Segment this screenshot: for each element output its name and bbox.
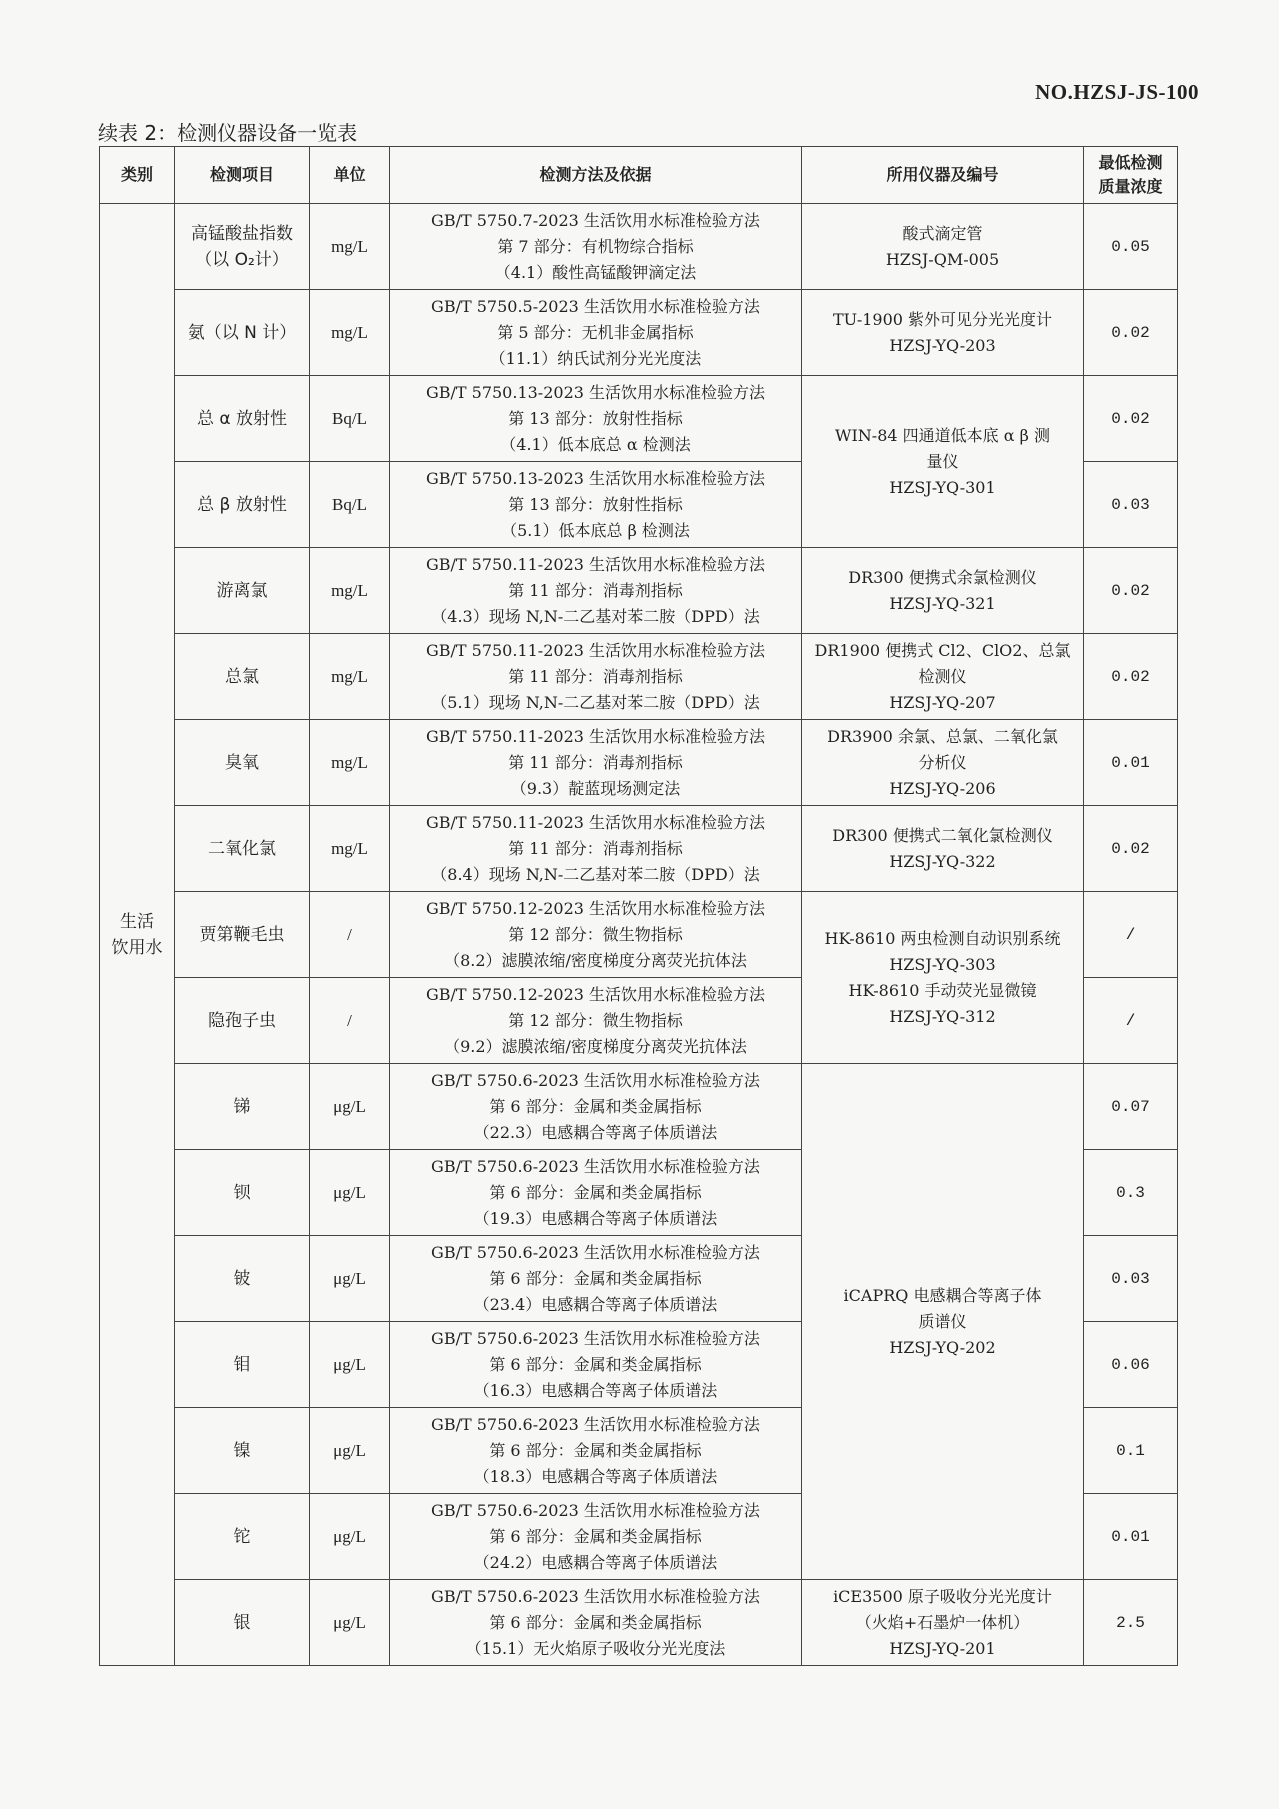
instrument-line: TU-1900 紫外可见分光光度计 <box>832 309 1053 329</box>
instrument-line: 酸式滴定管 <box>902 223 983 243</box>
table-row <box>100 376 1178 462</box>
unit-cell: Bq/L <box>310 376 390 462</box>
instrument-cell <box>802 634 1084 720</box>
item-cell <box>175 1494 310 1580</box>
instrument-cell <box>802 376 1084 548</box>
instrument-cell <box>802 806 1084 892</box>
method-clause: （18.3）电感耦合等离子体质谱法 <box>473 1466 718 1486</box>
instrument-cell <box>802 204 1084 290</box>
category-line2: 饮用水 <box>111 937 163 958</box>
instrument-line: 检测仪 <box>918 666 967 686</box>
method-standard: GB/T 5750.11-2023 生活饮用水标准检验方法 <box>425 726 766 746</box>
method-standard: GB/T 5750.6-2023 生活饮用水标准检验方法 <box>431 1586 760 1606</box>
unit-cell: mg/L <box>310 204 390 290</box>
unit-cell: Bq/L <box>310 462 390 548</box>
method-clause: （4.1）低本底总 α 检测法 <box>500 434 691 454</box>
unit-cell: μg/L <box>310 1236 390 1322</box>
method-clause: （4.1）酸性高锰酸钾滴定法 <box>494 262 697 282</box>
item-cell <box>175 1580 310 1666</box>
unit-cell: μg/L <box>310 1408 390 1494</box>
instrument-line: 分析仪 <box>918 752 967 772</box>
method-cell <box>390 548 802 634</box>
method-cell <box>390 1322 802 1408</box>
item-cell <box>175 720 310 806</box>
header-min-conc-line1: 最低检测 <box>1098 153 1163 172</box>
min-concentration-cell: 0.02 <box>1084 806 1178 892</box>
item-line1: 氨（以 N 计） <box>187 322 297 343</box>
table-caption: 续表 2：检测仪器设备一览表 <box>98 121 358 145</box>
item-cell <box>175 892 310 978</box>
unit-cell: mg/L <box>310 548 390 634</box>
instrument-line: DR1900 便携式 Cl2、ClO2、总氯 <box>814 640 1071 660</box>
header-category: 类别 <box>100 147 175 204</box>
instrument-line: HZSJ-YQ-202 <box>889 1337 996 1357</box>
instrument-line: HZSJ-YQ-321 <box>889 593 996 613</box>
table-row <box>100 720 1178 806</box>
instrument-line: HZSJ-YQ-312 <box>889 1006 996 1026</box>
method-clause: （5.1）低本底总 β 检测法 <box>501 520 690 540</box>
min-concentration-cell: 0.02 <box>1084 376 1178 462</box>
instrument-cell <box>802 720 1084 806</box>
method-part: 第 7 部分：有机物综合指标 <box>497 236 694 256</box>
instrument-line: （火焰+石墨炉一体机） <box>855 1612 1030 1632</box>
item-line1: 贾第鞭毛虫 <box>199 924 285 945</box>
table-header-row <box>100 147 1178 204</box>
method-standard: GB/T 5750.6-2023 生活饮用水标准检验方法 <box>431 1328 760 1348</box>
table-row <box>100 548 1178 634</box>
instrument-line: 量仪 <box>926 451 959 471</box>
item-cell <box>175 634 310 720</box>
instrument-cell <box>802 1580 1084 1666</box>
table-row <box>100 892 1178 978</box>
header-method: 检测方法及依据 <box>390 147 802 204</box>
method-part: 第 11 部分：消毒剂指标 <box>508 838 683 858</box>
item-cell <box>175 806 310 892</box>
document-number: NO.HZSJ-JS-100 <box>1035 80 1199 104</box>
instrument-line: HZSJ-YQ-203 <box>889 335 996 355</box>
method-cell <box>390 720 802 806</box>
min-concentration-cell: 0.01 <box>1084 720 1178 806</box>
header-min-concentration <box>1084 147 1178 204</box>
min-concentration-cell: 0.02 <box>1084 290 1178 376</box>
item-cell <box>175 462 310 548</box>
method-part: 第 6 部分：金属和类金属指标 <box>489 1612 702 1632</box>
item-cell <box>175 978 310 1064</box>
instrument-line: HZSJ-YQ-207 <box>889 692 996 712</box>
table-row <box>100 1580 1178 1666</box>
instrument-line: DR300 便携式余氯检测仪 <box>848 567 1037 587</box>
instrument-line: WIN-84 四通道低本底 α β 测 <box>835 425 1050 445</box>
min-concentration-cell: 0.3 <box>1084 1150 1178 1236</box>
table-row <box>100 290 1178 376</box>
instrument-cell <box>802 290 1084 376</box>
item-line1: 总 β 放射性 <box>197 494 287 515</box>
unit-cell: mg/L <box>310 634 390 720</box>
item-cell <box>175 204 310 290</box>
method-standard: GB/T 5750.6-2023 生活饮用水标准检验方法 <box>431 1500 760 1520</box>
method-part: 第 6 部分：金属和类金属指标 <box>489 1096 702 1116</box>
min-concentration-cell: 0.03 <box>1084 462 1178 548</box>
instrument-line: DR300 便携式二氧化氯检测仪 <box>832 825 1053 845</box>
method-standard: GB/T 5750.12-2023 生活饮用水标准检验方法 <box>425 984 766 1004</box>
header-item: 检测项目 <box>175 147 310 204</box>
unit-cell: mg/L <box>310 290 390 376</box>
unit-cell: / <box>310 978 390 1064</box>
method-part: 第 6 部分：金属和类金属指标 <box>489 1354 702 1374</box>
instrument-cell <box>802 548 1084 634</box>
item-cell <box>175 1150 310 1236</box>
table-row <box>100 634 1178 720</box>
method-standard: GB/T 5750.11-2023 生活饮用水标准检验方法 <box>425 812 766 832</box>
method-cell <box>390 290 802 376</box>
method-part: 第 13 部分：放射性指标 <box>508 408 683 428</box>
method-clause: （4.3）现场 N,N-二乙基对苯二胺（DPD）法 <box>431 606 760 626</box>
method-standard: GB/T 5750.11-2023 生活饮用水标准检验方法 <box>425 640 766 660</box>
item-line1: 镍 <box>233 1440 251 1461</box>
method-clause: （23.4）电感耦合等离子体质谱法 <box>473 1294 718 1314</box>
method-part: 第 11 部分：消毒剂指标 <box>508 752 683 772</box>
method-standard: GB/T 5750.6-2023 生活饮用水标准检验方法 <box>431 1242 760 1262</box>
category-line1: 生活 <box>120 911 154 932</box>
min-concentration-cell: 0.02 <box>1084 634 1178 720</box>
item-line1: 游离氯 <box>216 580 268 601</box>
item-line1: 总 α 放射性 <box>196 408 287 429</box>
item-cell <box>175 548 310 634</box>
method-cell <box>390 1150 802 1236</box>
method-part: 第 6 部分：金属和类金属指标 <box>489 1440 702 1460</box>
method-clause: （11.1）纳氏试剂分光光度法 <box>489 348 702 368</box>
item-cell <box>175 290 310 376</box>
method-part: 第 13 部分：放射性指标 <box>508 494 683 514</box>
unit-cell: / <box>310 892 390 978</box>
method-clause: （9.3）靛蓝现场测定法 <box>510 778 681 798</box>
method-part: 第 6 部分：金属和类金属指标 <box>489 1526 702 1546</box>
instrument-line: iCE3500 原子吸收分光光度计 <box>833 1586 1052 1606</box>
method-clause: （8.2）滤膜浓缩/密度梯度分离荧光抗体法 <box>444 950 747 970</box>
instrument-cell <box>802 892 1084 1064</box>
instrument-line: HK-8610 两虫检测自动识别系统 <box>824 928 1061 948</box>
method-clause: （16.3）电感耦合等离子体质谱法 <box>473 1380 718 1400</box>
method-standard: GB/T 5750.6-2023 生活饮用水标准检验方法 <box>431 1156 760 1176</box>
instrument-line: HZSJ-YQ-206 <box>889 778 996 798</box>
method-part: 第 12 部分：微生物指标 <box>508 1010 683 1030</box>
method-cell <box>390 1408 802 1494</box>
min-concentration-cell: 2.5 <box>1084 1580 1178 1666</box>
min-concentration-cell: / <box>1084 978 1178 1064</box>
unit-cell: mg/L <box>310 806 390 892</box>
method-cell <box>390 1580 802 1666</box>
method-cell <box>390 634 802 720</box>
method-clause: （9.2）滤膜浓缩/密度梯度分离荧光抗体法 <box>444 1036 747 1056</box>
unit-cell: μg/L <box>310 1150 390 1236</box>
item-line1: 臭氧 <box>225 752 259 773</box>
instrument-line: HZSJ-YQ-301 <box>889 477 996 497</box>
method-cell <box>390 376 802 462</box>
item-cell <box>175 1408 310 1494</box>
item-line1: 铍 <box>233 1268 251 1289</box>
method-part: 第 6 部分：金属和类金属指标 <box>489 1268 702 1288</box>
min-concentration-cell: 0.02 <box>1084 548 1178 634</box>
unit-cell: μg/L <box>310 1580 390 1666</box>
method-standard: GB/T 5750.13-2023 生活饮用水标准检验方法 <box>425 382 766 402</box>
item-cell <box>175 1064 310 1150</box>
method-cell <box>390 892 802 978</box>
item-cell <box>175 1322 310 1408</box>
instrument-line: DR3900 余氯、总氯、二氧化氯 <box>827 726 1058 746</box>
unit-cell: μg/L <box>310 1064 390 1150</box>
method-cell <box>390 204 802 290</box>
method-part: 第 5 部分：无机非金属指标 <box>497 322 694 342</box>
method-clause: （8.4）现场 N,N-二乙基对苯二胺（DPD）法 <box>431 864 760 884</box>
item-line1: 隐孢子虫 <box>208 1010 276 1031</box>
unit-cell: mg/L <box>310 720 390 806</box>
method-clause: （5.1）现场 N,N-二乙基对苯二胺（DPD）法 <box>431 692 760 712</box>
category-cell <box>100 204 175 1666</box>
unit-cell: μg/L <box>310 1322 390 1408</box>
instrument-line: HZSJ-YQ-201 <box>889 1638 996 1658</box>
method-standard: GB/T 5750.12-2023 生活饮用水标准检验方法 <box>425 898 766 918</box>
min-concentration-cell: 0.07 <box>1084 1064 1178 1150</box>
instrument-line: HZSJ-YQ-322 <box>889 851 996 871</box>
method-standard: GB/T 5750.11-2023 生活饮用水标准检验方法 <box>425 554 766 574</box>
min-concentration-cell: 0.03 <box>1084 1236 1178 1322</box>
method-clause: （15.1）无火焰原子吸收分光光度法 <box>465 1638 726 1658</box>
method-cell <box>390 1064 802 1150</box>
item-line1: 总氯 <box>225 666 259 687</box>
method-cell <box>390 978 802 1064</box>
method-standard: GB/T 5750.6-2023 生活饮用水标准检验方法 <box>431 1414 760 1434</box>
item-line1: 铊 <box>233 1526 251 1547</box>
instrument-line: HZSJ-QM-005 <box>885 249 1000 269</box>
unit-cell: μg/L <box>310 1494 390 1580</box>
method-clause: （24.2）电感耦合等离子体质谱法 <box>473 1552 718 1572</box>
instrument-line: iCAPRQ 电感耦合等离子体 <box>843 1285 1042 1305</box>
method-standard: GB/T 5750.13-2023 生活饮用水标准检验方法 <box>425 468 766 488</box>
method-cell <box>390 1236 802 1322</box>
instrument-line: 质谱仪 <box>918 1311 967 1331</box>
table-row <box>100 806 1178 892</box>
method-part: 第 6 部分：金属和类金属指标 <box>489 1182 702 1202</box>
header-unit: 单位 <box>310 147 390 204</box>
item-line1: 钡 <box>233 1182 251 1203</box>
min-concentration-cell: 0.01 <box>1084 1494 1178 1580</box>
method-part: 第 11 部分：消毒剂指标 <box>508 580 683 600</box>
instrument-line: HZSJ-YQ-303 <box>889 954 996 974</box>
method-cell <box>390 1494 802 1580</box>
item-line2: （以 O₂计） <box>195 249 289 270</box>
item-line1: 锑 <box>233 1096 251 1117</box>
item-line1: 高锰酸盐指数 <box>191 223 293 244</box>
method-clause: （19.3）电感耦合等离子体质谱法 <box>473 1208 718 1228</box>
min-concentration-cell: / <box>1084 892 1178 978</box>
table-row <box>100 204 1178 290</box>
method-clause: （22.3）电感耦合等离子体质谱法 <box>473 1122 718 1142</box>
method-part: 第 12 部分：微生物指标 <box>508 924 683 944</box>
min-concentration-cell: 0.05 <box>1084 204 1178 290</box>
method-standard: GB/T 5750.5-2023 生活饮用水标准检验方法 <box>431 296 760 316</box>
item-cell <box>175 376 310 462</box>
method-standard: GB/T 5750.6-2023 生活饮用水标准检验方法 <box>431 1070 760 1090</box>
method-part: 第 11 部分：消毒剂指标 <box>508 666 683 686</box>
method-cell <box>390 806 802 892</box>
item-cell <box>175 1236 310 1322</box>
method-cell <box>390 462 802 548</box>
header-instrument: 所用仪器及编号 <box>802 147 1084 204</box>
instrument-line: HK-8610 手动荧光显微镜 <box>848 980 1037 1000</box>
table-row <box>100 1064 1178 1150</box>
method-standard: GB/T 5750.7-2023 生活饮用水标准检验方法 <box>431 210 760 230</box>
instrument-table <box>99 146 1178 1666</box>
item-line1: 钼 <box>233 1354 251 1375</box>
min-concentration-cell: 0.1 <box>1084 1408 1178 1494</box>
instrument-cell <box>802 1064 1084 1580</box>
item-line1: 二氧化氯 <box>208 838 276 859</box>
header-min-conc-line2: 质量浓度 <box>1098 177 1163 196</box>
min-concentration-cell: 0.06 <box>1084 1322 1178 1408</box>
item-line1: 银 <box>233 1612 251 1633</box>
